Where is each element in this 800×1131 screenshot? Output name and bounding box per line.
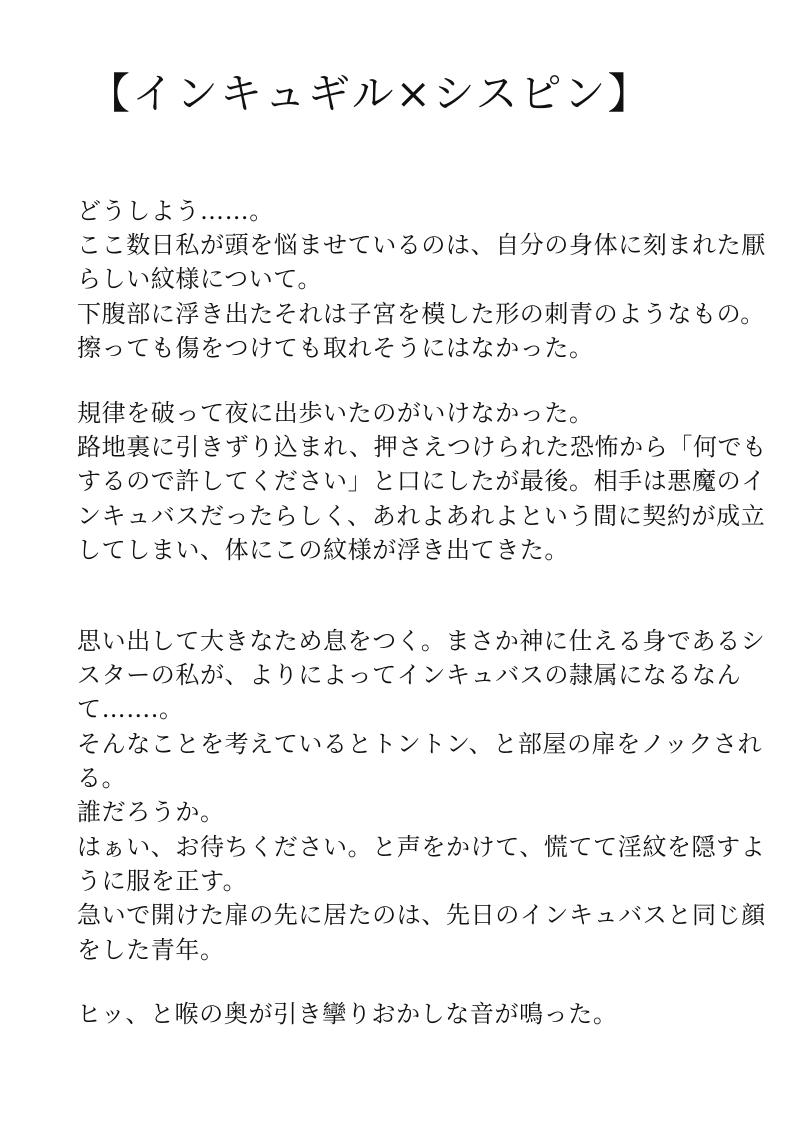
text-line: ヒッ、と喉の奥が引き攣りおかしな音が鳴った。 (77, 1000, 618, 1028)
text-line: て…….。 (77, 695, 184, 723)
text-line: スターの私が、よりによってインキュバスの隷属になるなん (77, 661, 742, 689)
text-line: る。 (77, 764, 127, 792)
text-line: はぁい、お待ちください。と声をかけて、慌てて淫紋を隠すよ (77, 833, 766, 861)
text-line: そんなことを考えているとトントン、と部屋の扉をノックされ (77, 730, 763, 758)
text-line: 思い出して大きなため息をつく。まさか神に仕える身であるシ (77, 627, 766, 655)
text-line: 規律を破って夜に出歩いたのがいけなかった。 (77, 399, 594, 427)
text-line: 擦っても傷をつけても取れそうにはなかった。 (77, 334, 594, 362)
text-line: してしまい、体にこの紋様が浮き出てきた。 (77, 536, 569, 564)
text-line: 下腹部に浮き出たそれは子宮を模した形の刺青のようなもの。 (77, 300, 765, 328)
text-line: ここ数日私が頭を悩ませているのは、自分の身体に刻まれた厭 (77, 231, 766, 259)
text-line: をした青年。 (77, 936, 225, 964)
text-line: 路地裏に引きずり込まれ、押さえつけられた恐怖から「何でも (77, 433, 767, 461)
text-line: らしい紋様について。 (77, 265, 323, 293)
text-line: どうしよう……。 (77, 197, 274, 225)
text-line: するので許してください」と口にしたが最後。相手は悪魔のイ (77, 467, 766, 495)
text-line: ンキュバスだったらしく、あれよあれよという間に契約が成立 (77, 502, 766, 530)
story-title: 【インキュギル×シスピン】 (88, 69, 652, 118)
text-line: うに服を正す。 (77, 867, 248, 895)
text-line: 誰だろうか。 (77, 798, 225, 826)
text-line: 急いで開けた扉の先に居たのは、先日のインキュバスと同じ顔 (77, 901, 766, 929)
